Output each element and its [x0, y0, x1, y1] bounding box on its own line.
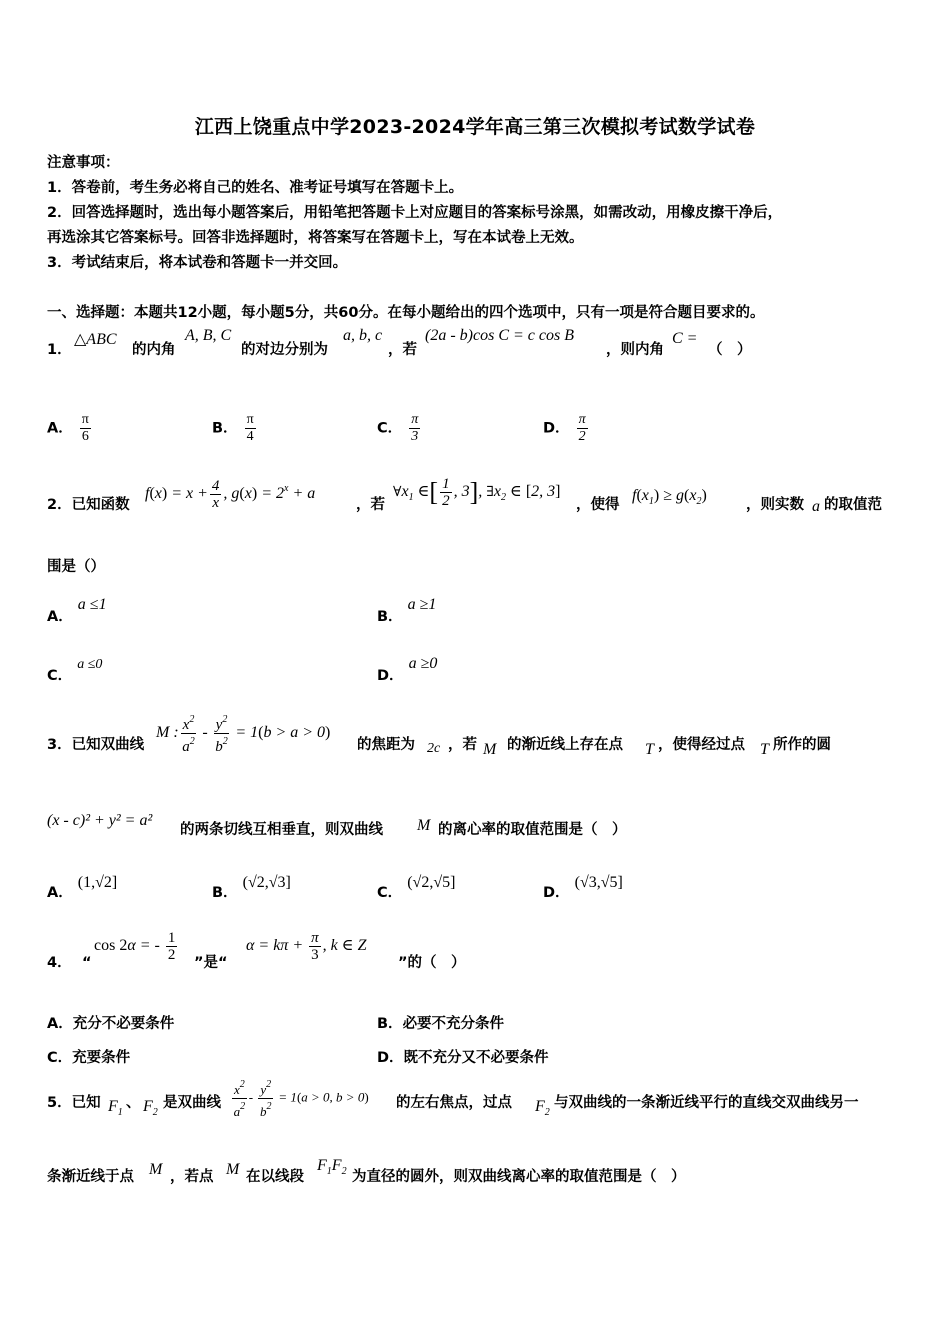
- note-1: 1．答卷前，考生务必将自己的姓名、准考证号填写在答题卡上。: [47, 180, 464, 196]
- q4-text-3: ”的（ ）: [398, 955, 466, 971]
- q3-text-5: 所作的圆: [773, 737, 831, 753]
- q3-number: 3．已知双曲线: [47, 737, 145, 753]
- q4-cond-2: α = kπ + $\frac{\pi}{3}$ , k ∈ Z: [246, 930, 367, 963]
- q5-text-3: 的左右焦点，过点: [396, 1095, 512, 1111]
- q1-option-d[interactable]: D． $\frac{\pi}{2}$: [543, 412, 586, 444]
- q2-number: 2．已知函数: [47, 497, 130, 513]
- q1-option-c-fraction: $\frac{\pi}{3}$: [411, 412, 419, 444]
- q2-option-d[interactable]: D． a ≥0: [377, 655, 438, 684]
- q5-text-5: 条渐近线于点: [47, 1169, 134, 1185]
- q5-F2: $F_2$: [143, 1098, 158, 1118]
- q2-functions: f(x) = x + $\frac{4}{x}$ , $g(x) = 2^x + a$: [145, 478, 316, 511]
- q5-text-1: 、: [126, 1095, 141, 1111]
- q2-inequality: $f(x_1) \ge g(x_2)$: [632, 487, 707, 507]
- q4-text-1: “: [82, 955, 92, 971]
- q5-text-7: 在以线段: [246, 1169, 304, 1185]
- q2-option-c[interactable]: C． a ≤0: [47, 657, 103, 684]
- q4-option-a[interactable]: A．充分不必要条件: [47, 1016, 175, 1032]
- q1-option-a[interactable]: A． $\frac{\pi}{6}$: [47, 412, 89, 444]
- q2-text-6: 围是（）: [47, 559, 105, 575]
- q5-M-2: M: [226, 1161, 240, 1178]
- q1-angles: A, B, C: [185, 327, 232, 344]
- q3-focal: 2c: [427, 741, 441, 756]
- q5-text-2: 是双曲线: [163, 1095, 221, 1111]
- q1-option-a-fraction: $\frac{\pi}{6}$: [81, 412, 89, 444]
- q3-text-4: ，使得经过点: [658, 737, 745, 753]
- q1-triangle: △ABC: [74, 331, 117, 348]
- q4-number: 4．: [47, 955, 72, 971]
- q5-hyperbola: $\frac{x^2}{a^2}$ - $\frac{y^2}{b^2}$ = 1(a > 0, b > 0): [233, 1079, 369, 1119]
- q4-option-c[interactable]: C．充要条件: [47, 1050, 131, 1066]
- q4-option-d[interactable]: D．既不充分又不必要条件: [377, 1050, 549, 1066]
- q5-text-6: ，若点: [170, 1169, 214, 1185]
- q1-option-d-fraction: $\frac{\pi}{2}$: [578, 412, 586, 444]
- q3-text-3: 的渐近线上存在点: [507, 737, 623, 753]
- page-title: 江西上饶重点中学2023-2024学年高三第三次模拟考试数学试卷: [194, 116, 756, 138]
- q2-text-3: ，使得: [576, 497, 620, 513]
- q5-number: 5．已知: [47, 1095, 101, 1111]
- q5-text-4: 与双曲线的一条渐近线平行的直线交双曲线另一: [554, 1095, 859, 1111]
- q1-text-3: ，若: [388, 342, 417, 358]
- q3-text-7: 的离心率的取值范围是（ ）: [438, 822, 627, 838]
- note-2b: 再选涂其它答案标号。回答非选择题时，将答案写在答题卡上，写在本试卷上无效。: [47, 230, 584, 246]
- q2-option-b[interactable]: B． a ≥1: [377, 596, 437, 625]
- q5-M: M: [149, 1161, 163, 1178]
- q1-number: 1．: [47, 342, 72, 358]
- q2-var-a: a: [812, 498, 820, 515]
- q2-quantifiers: $\forall x_1$ ∈[ $\frac{1}{2}$ , 3], $\exists x_2$ ∈ [2, 3]: [393, 476, 561, 509]
- q4-text-2: ”是“: [194, 955, 228, 971]
- q3-circle: (x - c)² + y² = a²: [47, 812, 153, 829]
- q1-option-b[interactable]: B． $\frac{\pi}{4}$: [212, 412, 254, 444]
- q1-sides: a, b, c: [343, 327, 383, 344]
- q3-option-d[interactable]: D． (√3,√5]: [543, 874, 623, 901]
- q1-condition: (2a - b)cos C = c cos B: [425, 327, 574, 344]
- q2-text-2: ，若: [356, 497, 385, 513]
- q5-F2-2: $F_2$: [535, 1098, 550, 1118]
- q3-T: T: [645, 741, 654, 758]
- q1-target: C =: [672, 330, 698, 347]
- q4-cond-1: cos 2α = - $\frac{1}{2}$: [94, 930, 176, 963]
- q3-option-a[interactable]: A． (1,√2]: [47, 874, 118, 901]
- note-2a: 2．回答选择题时，选出每小题答案后，用铅笔把答题卡上对应题目的答案标号涂黑，如需改动，用橡皮擦干净后，: [47, 205, 783, 221]
- q3-option-c[interactable]: C． (√2,√5]: [377, 874, 456, 901]
- q5-F1: $F_1$: [108, 1098, 123, 1118]
- q4-option-b[interactable]: B．必要不充分条件: [377, 1016, 505, 1032]
- q3-hyperbola: M : $\frac{x^2}{a^2}$ - $\frac{y^2}{b^2}$ = 1(b > a > 0): [156, 714, 331, 755]
- q1-text-2: 的对边分别为: [241, 342, 328, 358]
- q1-option-b-fraction: $\frac{\pi}{4}$: [246, 412, 254, 444]
- q5-segment: $F_1F_2$: [317, 1157, 347, 1177]
- notes-heading: 注意事项：: [47, 155, 120, 171]
- q3-text-6: 的两条切线互相垂直，则双曲线: [180, 822, 383, 838]
- note-3: 3．考试结束后，将本试卷和答题卡一并交回。: [47, 255, 348, 271]
- q3-text-1: 的焦距为: [357, 737, 415, 753]
- q3-option-b[interactable]: B． (√2,√3]: [212, 874, 291, 901]
- q1-text-1: 的内角: [132, 342, 176, 358]
- q3-M: M: [483, 741, 497, 758]
- q1-text-5: （ ）: [708, 342, 752, 358]
- q3-text-2: ，若: [448, 737, 477, 753]
- q1-option-c[interactable]: C． $\frac{\pi}{3}$: [377, 412, 419, 444]
- q5-text-8: 为直径的圆外，则双曲线离心率的取值范围是（ ）: [352, 1169, 686, 1185]
- q2-text-5: 的取值范: [824, 497, 882, 513]
- q3-T-2: T: [760, 741, 769, 758]
- q1-text-4: ，则内角: [606, 342, 664, 358]
- q2-text-4: ，则实数: [746, 497, 804, 513]
- section-heading: 一、选择题：本题共12小题，每小题5分，共60分。在每小题给出的四个选项中，只有一项是符合题目要求的。: [47, 305, 765, 321]
- q2-option-a[interactable]: A． a ≤1: [47, 596, 107, 625]
- q3-M-2: M: [417, 817, 431, 834]
